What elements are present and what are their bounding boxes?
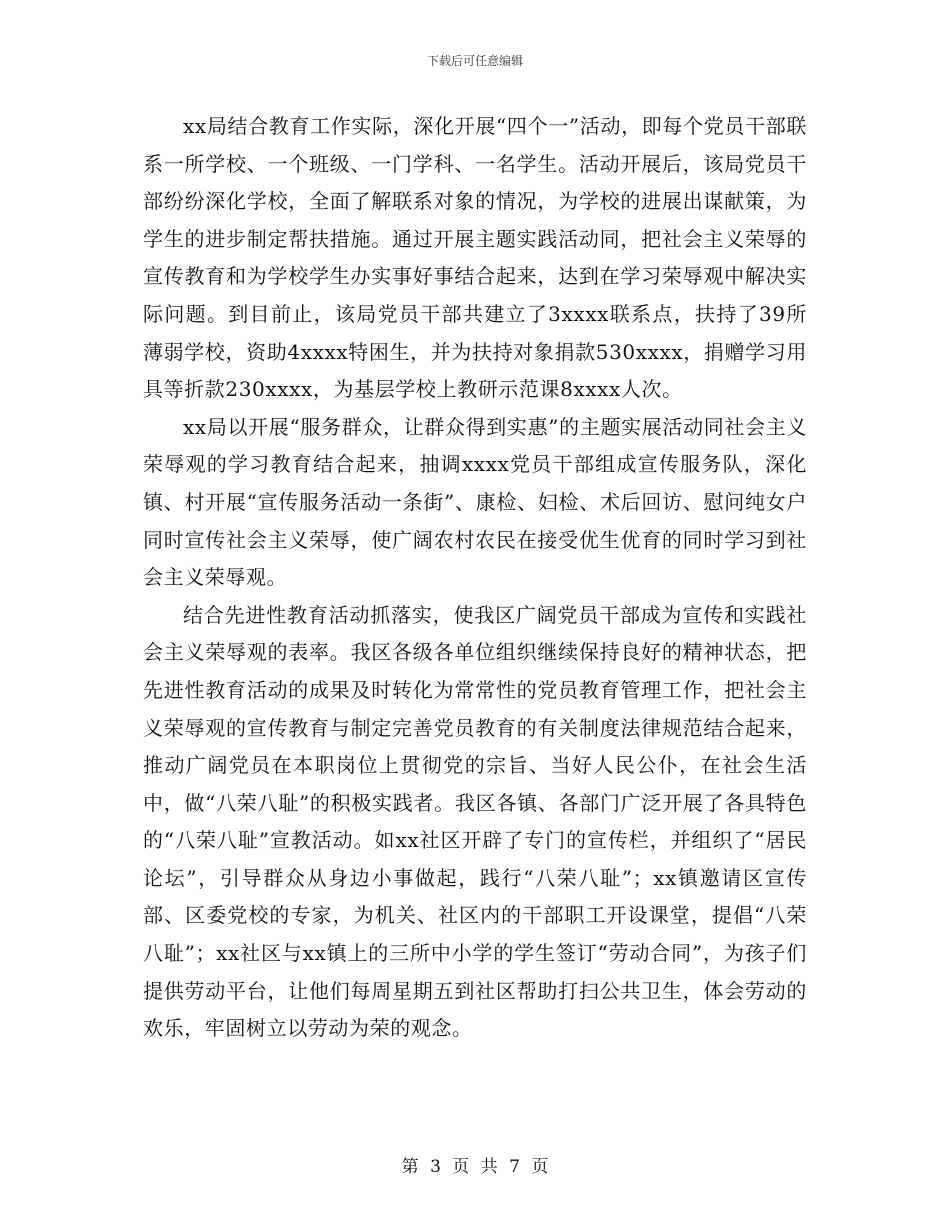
paragraph: xx局以开展“服务群众，让群众得到实惠”的主题实展活动同社会主义荣辱观的学习教育结合起来，抽调xxxx党员干部组成宣传服务队，深化镇、村开展“宣传服务活动一条街”、康检、妇检、术后回访、慰问纯女户同时宣传社会主义荣辱，使广阔农村农民在接受优生优育的同时学习到社会主义荣辱观。 xyxy=(143,414,807,590)
paragraph: 结合先进性教育活动抓落实，使我区广阔党员干部成为宣传和实践社会主义荣辱观的表率。我区各级各单位组织继续保持良好的精神状态，把先进性教育活动的成果及时转化为常常性的党员教育管理工作，把社会主义荣辱观的宣传教育与制定完善党员教育的有关制度法律规范结合起来，推动广阔党员在本职岗位上贯彻党的宗旨、当好人民公仆，在社会生活中，做“八荣八耻”的积极实践者。我区各镇、各部门广泛开展了各具特色的“八荣八耻”宣教活动。如xx社区开辟了专门的宣传栏，并组织了“居民论坛”，引导群众从身边小事做起，践行“八荣八耻”；xx镇邀请区宣传部、区委党校的专家，为机关、社区内的干部职工开设课堂，提倡“八荣八耻”；xx社区与xx镇上的三所中小学的学生签订“劳动合同”，为孩子们提供劳动平台，让他们每周星期五到社区帮助打扫公共卫生，体会劳动的欢乐，牢固树立以劳动为荣的观念。 xyxy=(143,602,807,1041)
paragraph: xx局结合教育工作实际，深化开展“四个一”活动，即每个党员干部联系一所学校、一个班级、一门学科、一名学生。活动开展后，该局党员干部纷纷深化学校，全面了解联系对象的情况，为学校的进展出谋献策，为学生的进步制定帮扶措施。通过开展主题实践活动同，把社会主义荣辱的宣传教育和为学校学生办实事好事结合起来，达到在学习荣辱观中解决实际问题。到目前止，该局党员干部共建立了3xxxx联系点，扶持了39所薄弱学校，资助4xxxx特困生，并为扶持对象捐款530xxxx，捐赠学习用具等折款230xxxx，为基层学校上教研示范课8xxxx人次。 xyxy=(143,114,807,402)
page-number: 第 3 页 共 7 页 xyxy=(401,1157,549,1177)
body-text xyxy=(143,108,807,1048)
header-note: 下载后可任意编辑 xyxy=(426,54,523,68)
